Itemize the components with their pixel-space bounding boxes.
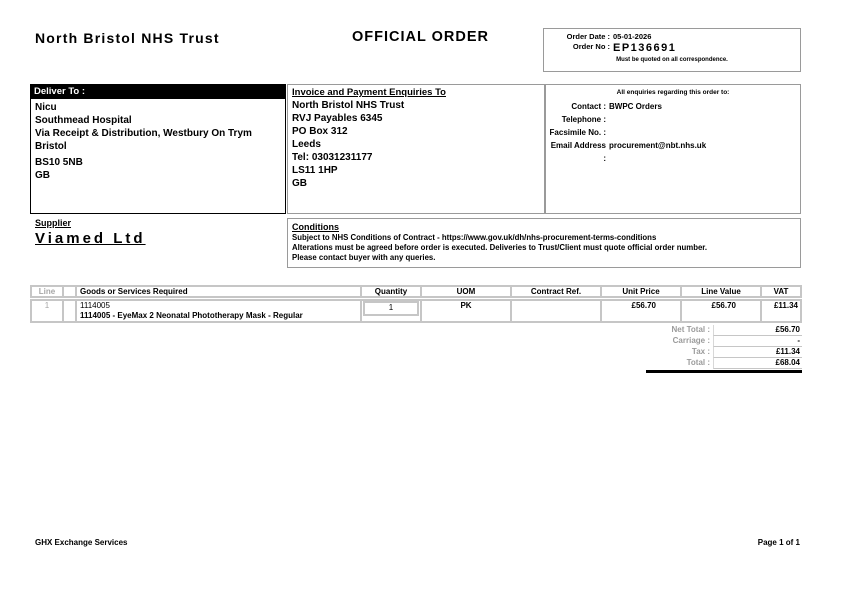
line-value-cell: £56.70: [681, 300, 761, 322]
correspondence-note: Must be quoted on all correspondence.: [616, 57, 728, 63]
deliver-address-line: Southmead Hospital: [35, 115, 132, 126]
column-header-contract-ref: Contract Ref.: [511, 286, 601, 297]
order-date-label: Order Date :: [566, 32, 610, 41]
invoice-enquiries-title: Invoice and Payment Enquiries To: [292, 87, 446, 98]
net-total-value: £56.70: [713, 325, 802, 336]
email-row: [546, 139, 800, 165]
order-number-label: Order No :: [572, 42, 610, 51]
invoice-enquiries-box: [287, 84, 545, 214]
conditions-line: Subject to NHS Conditions of Contract - https://www.gov.uk/dh/nhs-procurement-terms-conditions: [292, 233, 657, 242]
column-header-quantity: Quantity: [361, 286, 421, 297]
telephone-row: [546, 113, 800, 126]
document-title: OFFICIAL ORDER: [352, 29, 489, 45]
deliver-to-header: Deliver To :: [31, 85, 285, 99]
conditions-line: Please contact buyer with any queries.: [292, 253, 436, 262]
contact-label: Contact :: [571, 102, 606, 111]
tax-value: £11.34: [713, 347, 802, 358]
order-number-row: [544, 42, 800, 54]
column-header-line: Line: [31, 286, 63, 297]
carriage-label: Carriage :: [672, 336, 710, 345]
contact-value: BWPC Orders: [609, 102, 662, 111]
items-table-body: [30, 299, 802, 323]
trust-name: North Bristol NHS Trust: [35, 30, 220, 46]
total-row: [646, 358, 802, 368]
deliver-to-box: [30, 84, 286, 214]
order-date-value: 05-01-2026: [613, 32, 652, 41]
conditions-box: [287, 218, 801, 268]
column-header-line-value: Line Value: [681, 286, 761, 297]
column-header-vat: VAT: [761, 286, 801, 297]
column-header-goods: Goods or Services Required: [76, 286, 361, 297]
deliver-address-line: BS10 5NB: [35, 157, 83, 168]
conditions-title: Conditions: [292, 222, 339, 232]
column-header-unit-price: Unit Price: [601, 286, 681, 297]
deliver-address-line: Via Receipt & Distribution, Westbury On Trym: [35, 128, 252, 139]
conditions-line: Alterations must be agreed before order is executed. Deliveries to Trust/Client must quote official order number.: [292, 243, 708, 252]
goods-cell: [76, 300, 361, 322]
column-header-uom: UOM: [421, 286, 511, 297]
order-info-box: [543, 28, 801, 72]
footer-service-name: GHX Exchange Services: [35, 538, 128, 547]
invoice-address-line: Tel: 03031231177: [292, 152, 373, 163]
invoice-address-line: Leeds: [292, 139, 321, 150]
totals-section: [646, 325, 802, 373]
quantity-value-box: 1: [363, 301, 419, 316]
deliver-address-line: GB: [35, 170, 50, 181]
total-underline: [646, 370, 802, 373]
line-number-cell: 1: [31, 300, 63, 322]
column-header-blank: [63, 286, 76, 297]
uom-cell: PK: [421, 300, 511, 322]
net-total-row: [646, 325, 802, 335]
carriage-value: -: [713, 336, 802, 347]
goods-code: 1114005: [80, 301, 110, 310]
quantity-cell: [361, 300, 421, 322]
contact-row: [546, 100, 800, 113]
deliver-address-line: Nicu: [35, 102, 57, 113]
tax-label: Tax :: [691, 347, 710, 356]
email-value: procurement@nbt.nhs.uk: [609, 141, 707, 150]
order-date-row: [544, 32, 800, 42]
invoice-address-line: LS11 1HP: [292, 165, 338, 176]
net-total-label: Net Total :: [671, 325, 710, 334]
carriage-row: [646, 336, 802, 346]
total-label: Total :: [686, 358, 710, 367]
invoice-address-line: PO Box 312: [292, 126, 348, 137]
unit-price-cell: £56.70: [601, 300, 681, 322]
facsimile-value: [606, 126, 609, 139]
tax-row: [646, 347, 802, 357]
order-number-value: EP136691: [613, 42, 677, 54]
supplier-name: Viamed Ltd: [35, 230, 146, 247]
invoice-address-line: GB: [292, 178, 307, 189]
supplier-label: Supplier: [35, 218, 72, 228]
facsimile-row: [546, 126, 800, 139]
goods-description: 1114005 - EyeMax 2 Neonatal Phototherapy Mask - Regular: [80, 311, 303, 320]
deliver-to-address: [31, 99, 285, 184]
enquiries-contact-box: [545, 84, 801, 214]
email-label: Email Address :: [550, 141, 606, 163]
facsimile-label: Facsimile No. :: [549, 128, 606, 137]
blank-cell: [63, 300, 76, 322]
table-row: [31, 300, 801, 322]
vat-cell: £11.34: [761, 300, 801, 322]
invoice-address-line: North Bristol NHS Trust: [292, 100, 405, 111]
enquiries-heading: All enquiries regarding this order to:: [616, 89, 730, 96]
deliver-address-line: Bristol: [35, 141, 67, 152]
page-number: Page 1 of 1: [757, 538, 800, 547]
telephone-label: Telephone :: [561, 115, 606, 124]
telephone-value: [606, 113, 609, 126]
items-table-header: [30, 285, 802, 298]
contract-ref-cell: [511, 300, 601, 322]
total-value: £68.04: [713, 358, 802, 369]
invoice-address-line: RVJ Payables 6345: [292, 113, 383, 124]
